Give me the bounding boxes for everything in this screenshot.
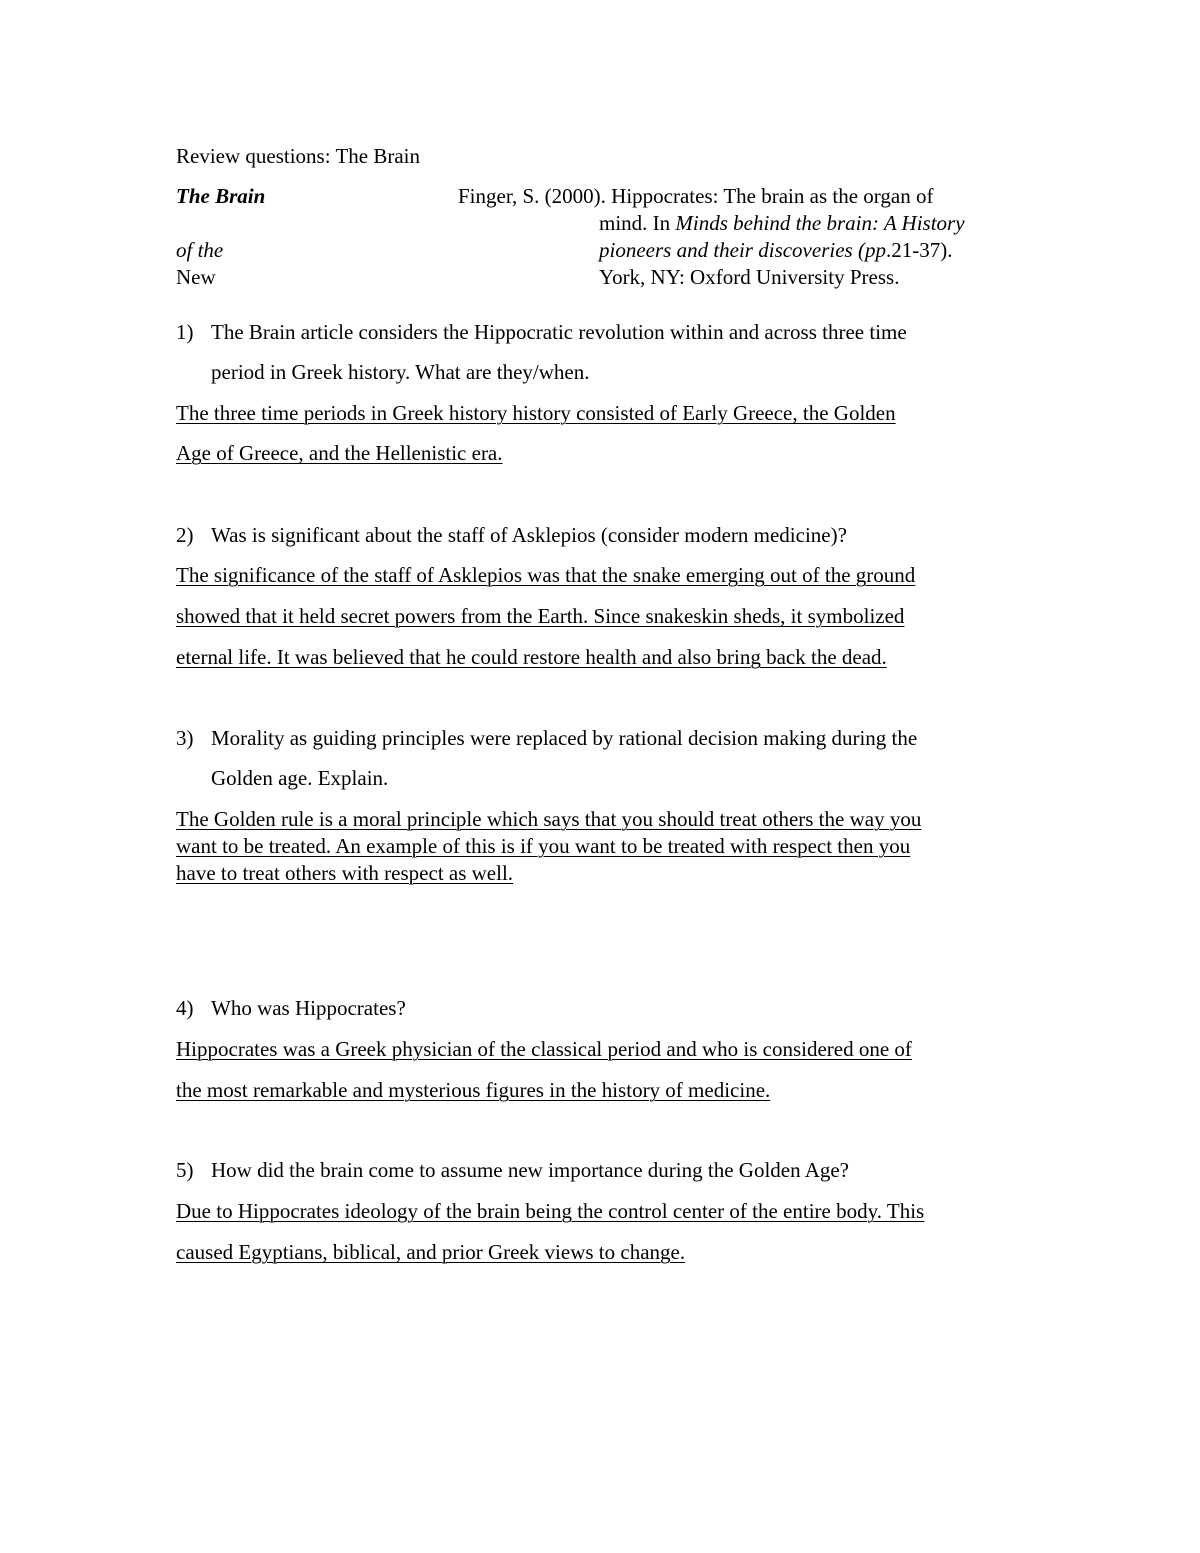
answer-text: Hippocrates was a Greek physician of the classical period and who is considered one of bbox=[176, 1037, 912, 1061]
answer-text: caused Egyptians, biblical, and prior Greek views to change. bbox=[176, 1240, 686, 1264]
answer-text: The Golden rule is a moral principle which says that you should treat others the way you bbox=[176, 807, 922, 831]
citation-book-subtitle: pioneers and their discoveries (pp bbox=[599, 238, 886, 262]
citation-label-line1: The Brain bbox=[176, 184, 266, 208]
question-number: 1) bbox=[176, 320, 194, 344]
citation-ref-line1: Finger, S. (2000). Hippocrates: The brain as the organ of bbox=[458, 184, 934, 208]
citation-book-title: Minds behind the brain: A History bbox=[675, 211, 965, 235]
citation-ref-line2-plain: mind. In bbox=[599, 211, 676, 235]
answer-text: showed that it held secret powers from the Earth. Since snakeskin sheds, it symbolized bbox=[176, 604, 905, 628]
citation-ref-line3 bbox=[599, 238, 952, 263]
citation-pages: .21-37). bbox=[885, 238, 953, 262]
answer-text: The significance of the staff of Asklepios was that the snake emerging out of the ground bbox=[176, 563, 916, 587]
answer-text: The three time periods in Greek history history consisted of Early Greece, the Golden bbox=[176, 401, 896, 425]
question-text: period in Greek history. What are they/when. bbox=[211, 360, 590, 384]
answer-text: have to treat others with respect as well. bbox=[176, 861, 514, 885]
answer-text: want to be treated. An example of this is if you want to be treated with respect then you bbox=[176, 834, 911, 858]
question-number: 5) bbox=[176, 1158, 194, 1182]
question-number: 2) bbox=[176, 523, 194, 547]
page-title: Review questions: The Brain bbox=[176, 144, 420, 168]
question-number: 4) bbox=[176, 996, 194, 1020]
citation-ref-line4: York, NY: Oxford University Press. bbox=[599, 265, 900, 289]
question-number: 3) bbox=[176, 726, 194, 750]
citation-ref-line2 bbox=[599, 211, 965, 236]
question-text: Golden age. Explain. bbox=[211, 766, 389, 790]
answer-text: eternal life. It was believed that he could restore health and also bring back the dead. bbox=[176, 645, 887, 669]
question-text: How did the brain come to assume new importance during the Golden Age? bbox=[211, 1158, 849, 1182]
answer-text: Due to Hippocrates ideology of the brain being the control center of the entire body. This bbox=[176, 1199, 925, 1223]
citation-label-line3: New bbox=[176, 265, 216, 289]
citation-label-line2: of the bbox=[176, 238, 224, 262]
question-text: The Brain article considers the Hippocratic revolution within and across three time bbox=[211, 320, 907, 344]
question-text: Morality as guiding principles were replaced by rational decision making during the bbox=[211, 726, 918, 750]
answer-text: the most remarkable and mysterious figures in the history of medicine. bbox=[176, 1078, 771, 1102]
question-text: Was is significant about the staff of Asklepios (consider modern medicine)? bbox=[211, 523, 847, 547]
question-text: Who was Hippocrates? bbox=[211, 996, 406, 1020]
answer-text: Age of Greece, and the Hellenistic era. bbox=[176, 441, 503, 465]
